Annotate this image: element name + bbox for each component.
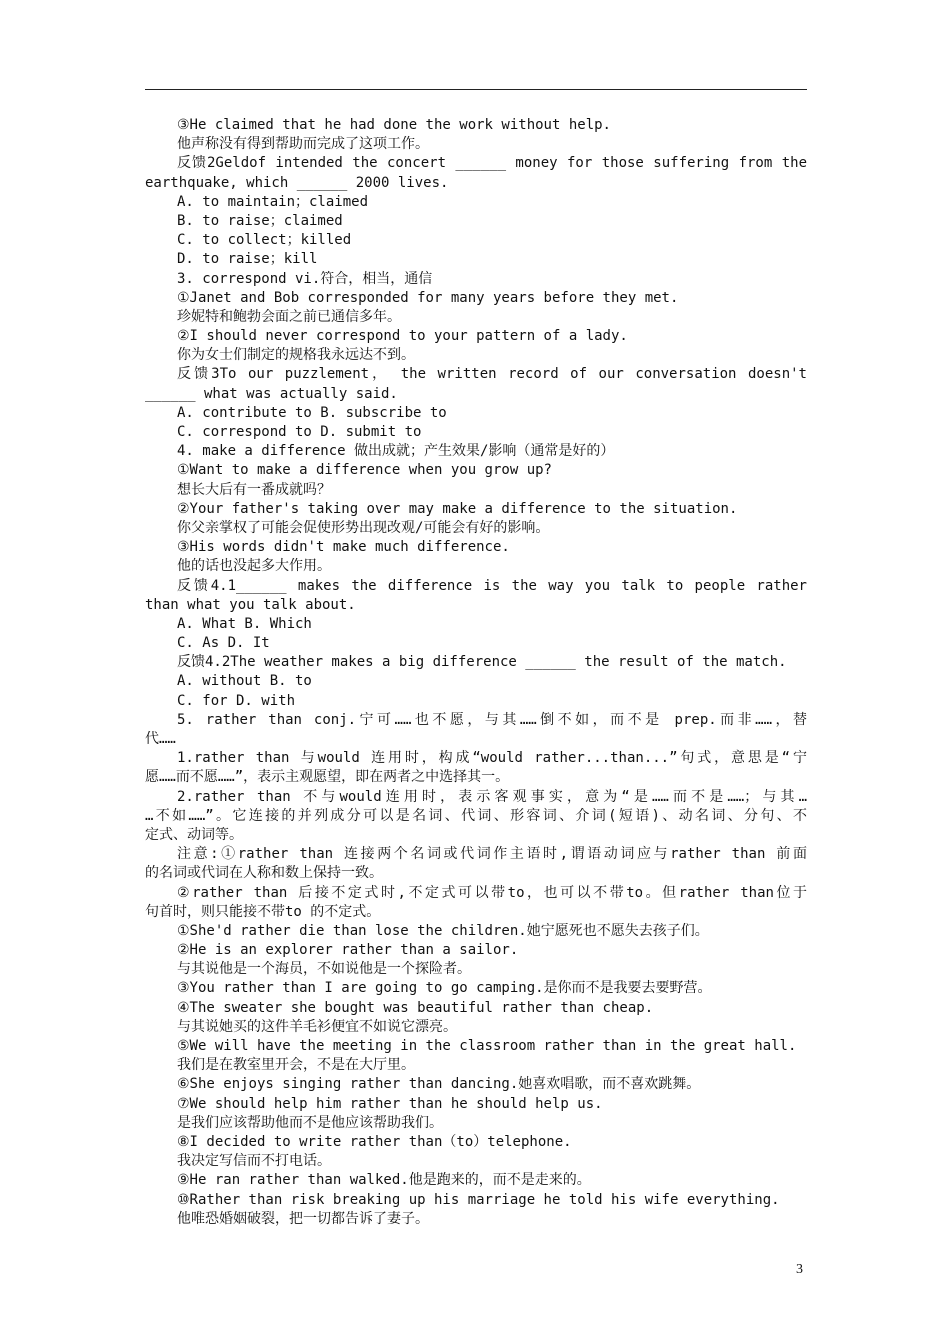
- text-line: 我们是在教室里开会，不是在大厅里。: [177, 1057, 415, 1074]
- text-line: 5. rather than conj.宁可……也不愿，与其……倒不如，而不是 prep.而非……，替: [177, 711, 807, 728]
- text-line: than what you talk about.: [145, 596, 356, 613]
- text-line: ⑤We will have the meeting in the classroom rather than in the great hall.: [177, 1038, 797, 1054]
- text-line: 与其说他是一个海员，不如说他是一个探险者。: [177, 961, 471, 978]
- text-line: ③You rather than I are going to go camping.是你而不是我要去要野营。: [177, 980, 712, 997]
- text-line: ⑦We should help him rather than he should help us.: [177, 1095, 603, 1112]
- text-line: 他的话也没起多大作用。: [177, 558, 331, 575]
- text-line: earthquake, which ______ 2000 lives.: [145, 174, 449, 191]
- text-line: A. What B. Which: [177, 615, 312, 632]
- text-line: ②He is an explorer rather than a sailor.: [177, 942, 519, 959]
- text-line: 2.rather than 不与would连用时，表示客观事实，意为“是……而不是……；与其…: [177, 788, 807, 805]
- text-line: 你为女士们制定的规格我永远达不到。: [177, 347, 415, 364]
- text-line: ⑧I decided to write rather than（to）telephone.: [177, 1133, 572, 1150]
- text-line: C. correspond to D. submit to: [177, 424, 422, 440]
- text-line: 他唯恐婚姻破裂，把一切都告诉了妻子。: [177, 1210, 429, 1227]
- text-line: ⑨He ran rather than walked.他是跑来的，而不是走来的。: [177, 1172, 591, 1189]
- text-line: B. to raise；claimed: [177, 212, 343, 229]
- text-line: 注意:①rather than 连接两个名词或代词作主语时,谓语动词应与rather than 前面: [177, 846, 807, 863]
- header-rule: [145, 89, 807, 90]
- text-line: ②Your father's taking over may make a difference to the situation.: [177, 500, 738, 517]
- text-line: 你父亲掌权了可能会促使形势出现改观/可能会有好的影响。: [177, 519, 550, 536]
- text-line: ②rather than 后接不定式时,不定式可以带to，也可以不带to。但rather than位于: [177, 884, 807, 901]
- text-line: 愿……而不愿……”，表示主观愿望，即在两者之中选择其一。: [145, 769, 510, 786]
- text-line: ④The sweater she bought was beautiful rather than cheap.: [177, 999, 654, 1016]
- text-line: ⑥She enjoys singing rather than dancing.她喜欢唱歌，而不喜欢跳舞。: [177, 1076, 701, 1093]
- text-line: ①Want to make a difference when you grow up?: [177, 462, 552, 479]
- text-line: 4. make a difference 做出成就；产生效果/影响（通常是好的）: [177, 443, 615, 460]
- text-line: 定式、动词等。: [145, 826, 243, 843]
- text-line: A. contribute to B. subscribe to: [177, 404, 447, 421]
- text-line: 反馈3To our puzzlement， the written record of our conversation doesn't: [177, 366, 807, 383]
- text-line: 想长大后有一番成就吗？: [177, 481, 331, 498]
- text-line: D. to raise；kill: [177, 251, 318, 268]
- text-line: ______ what was actually said.: [145, 385, 398, 402]
- text-line: 珍妮特和鲍勃会面之前已通信多年。: [177, 308, 401, 325]
- text-line: ③His words didn't make much difference.: [177, 539, 510, 556]
- text-line: ②I should never correspond to your pattern of a lady.: [177, 328, 628, 345]
- text-line: ③He claimed that he had done the work without help.: [177, 117, 611, 133]
- text-line: A. to maintain；claimed: [177, 193, 369, 210]
- text-line: 1.rather than 与would 连用时，构成“would rather...than...”句式，意思是“宁: [177, 750, 807, 767]
- document-body: [145, 116, 807, 1229]
- text-line: 的名词或代词在人称和数上保持一致。: [145, 865, 383, 882]
- text-line: 反馈2Geldof intended the concert ______ money for those suffering from the: [177, 155, 807, 172]
- text-line: 代……: [145, 731, 176, 747]
- text-line: 与其说她买的这件羊毛衫便宜不如说它漂亮。: [177, 1018, 457, 1035]
- text-line: 反馈4.2The weather makes a big difference ______ the result of the match.: [177, 654, 787, 671]
- text-line: 我决定写信而不打电话。: [177, 1153, 331, 1170]
- text-line: 是我们应该帮助他而不是他应该帮助我们。: [177, 1114, 443, 1131]
- text-line: A. without B. to: [177, 673, 312, 690]
- text-line: 3. correspond vi.符合，相当，通信: [177, 270, 433, 287]
- text-line: C. for D. with: [177, 692, 296, 709]
- page-number: 3: [796, 1262, 803, 1277]
- text-line: C. to collect；killed: [177, 232, 352, 249]
- text-line: ①She'd rather die than lose the children.她宁愿死也不愿失去孩子们。: [177, 922, 709, 939]
- text-line: 句首时，则只能接不带to 的不定式。: [145, 903, 381, 920]
- text-line: ⑩Rather than risk breaking up his marriage he told his wife everything.: [177, 1191, 780, 1208]
- text-line: C. As D. It: [177, 635, 270, 652]
- text-line: 反馈4.1______ makes the difference is the way you talk to people rather: [177, 577, 807, 594]
- text-line: …不如……”。它连接的并列成分可以是名词、代词、形容词、介词(短语)、动名词、分句、不: [145, 807, 807, 824]
- text-line: ①Janet and Bob corresponded for many years before they met.: [177, 289, 679, 306]
- text-line: 他声称没有得到帮助而完成了这项工作。: [177, 136, 429, 153]
